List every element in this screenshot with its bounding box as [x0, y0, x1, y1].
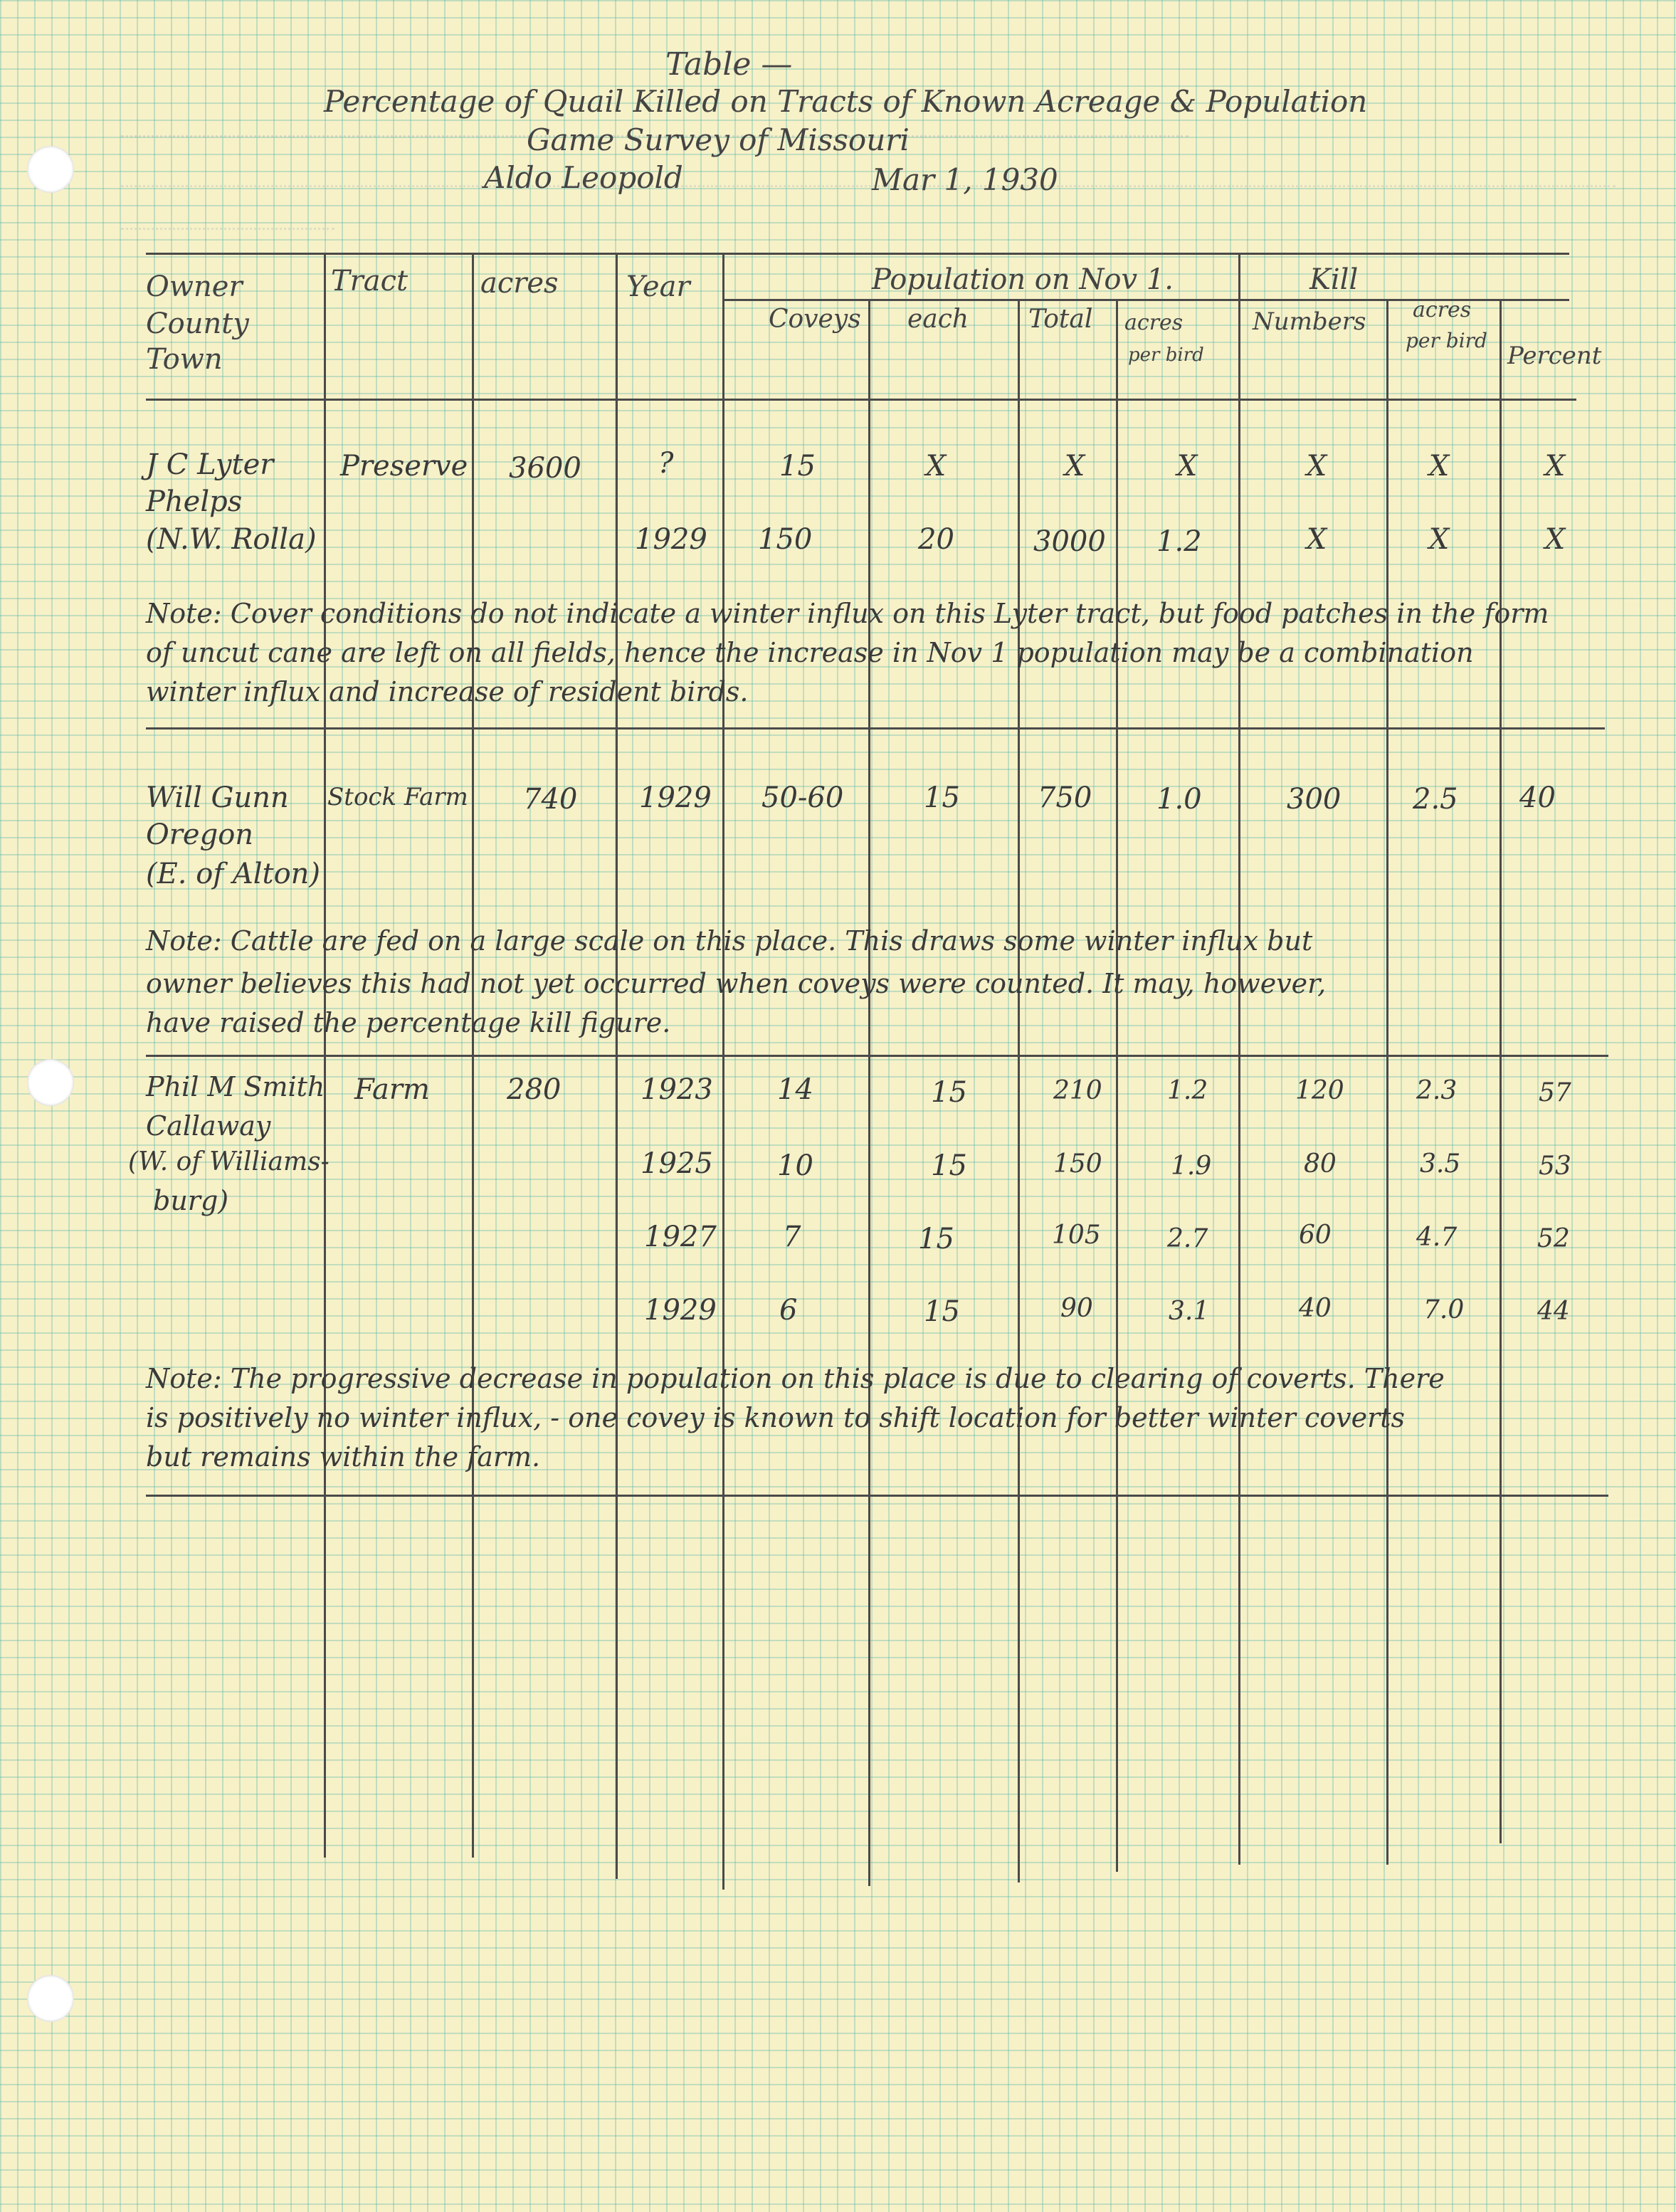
punch-hole-middle — [27, 1059, 74, 1106]
record-3-note-line-1: Note: The progressive decrease in population on this place is due to clearing of coverts. There — [146, 1363, 1445, 1394]
record-2-row-1-kill-acres: 2.5 — [1413, 783, 1458, 816]
record-3-row-1-year: 1923 — [641, 1073, 713, 1106]
record-1-row-2-coveys: 150 — [758, 523, 813, 556]
record-1-note-line-3: winter influx and increase of resident birds. — [146, 676, 749, 707]
record-1-row-1-kill-acres: X — [1428, 450, 1450, 483]
record-2-note-line-1: Note: Cattle are fed on a large scale on this place. This draws some winter influx but — [146, 925, 1313, 957]
bleed-through-line-2 — [121, 164, 1616, 187]
header-owner: Owner — [146, 270, 243, 303]
record-1-row-1-each: X — [925, 450, 947, 483]
record-3-row-3-acres-per-bird: 2.7 — [1167, 1224, 1208, 1253]
page-title: Percentage of Quail Killed on Tracts of Known Acreage & Population — [324, 84, 1368, 119]
record-1-row-2-each: 20 — [918, 523, 954, 556]
record-3-row-2-percent: 53 — [1539, 1152, 1571, 1181]
header-each: each — [907, 305, 969, 334]
record-1-note-line-1: Note: Cover conditions do not indicate a winter influx on this Lyter tract, but food patches in the form — [146, 598, 1549, 629]
header-total: Total — [1028, 305, 1093, 334]
record-2-note-line-2: owner believes this had not yet occurred when coveys were counted. It may, however, — [146, 968, 1327, 999]
record-3-row-1-percent: 57 — [1539, 1078, 1571, 1107]
record-3-town-1: (W. of Williams- — [128, 1147, 330, 1176]
record-3-row-4-kill-acres: 7.0 — [1423, 1295, 1465, 1324]
record-1-row-1-coveys: 15 — [779, 450, 816, 483]
punch-hole-top — [27, 146, 74, 193]
header-county: County — [146, 307, 249, 340]
document-date: Mar 1, 1930 — [872, 162, 1058, 197]
header-kill-acres-1: acres — [1413, 297, 1472, 322]
header-town: Town — [146, 343, 223, 376]
header-kill-group: Kill — [1309, 263, 1359, 296]
record-3-row-2-year: 1925 — [641, 1147, 713, 1180]
record-2-row-1-year: 1929 — [639, 781, 712, 814]
record-3-row-2-coveys: 10 — [777, 1149, 813, 1182]
record-3-row-3-numbers: 60 — [1299, 1221, 1332, 1250]
record-3-row-1-acres-per-bird: 1.2 — [1167, 1076, 1208, 1105]
col-divider-total — [1018, 299, 1020, 1882]
header-percent: Percent — [1507, 342, 1602, 370]
page-subtitle: Game Survey of Missouri — [527, 122, 910, 157]
header-acres-per-bird-1: acres — [1124, 310, 1184, 335]
record-2-row-1-percent: 40 — [1519, 781, 1556, 814]
record-3-town-2: burg) — [153, 1185, 229, 1216]
record-1-row-1-numbers: X — [1306, 450, 1327, 483]
record-2-tract: Stock Farm — [327, 783, 468, 811]
record-3-tract: Farm — [354, 1073, 430, 1106]
record-2-owner: Will Gunn — [146, 781, 289, 814]
record-2-row-1-each: 15 — [924, 781, 960, 814]
record-1-tract: Preserve — [340, 450, 468, 483]
col-divider-coveys — [722, 253, 724, 1890]
record-3-row-1-coveys: 14 — [777, 1073, 813, 1106]
record-3-owner: Phil M Smith — [146, 1071, 325, 1102]
record-3-row-1-each: 15 — [931, 1076, 967, 1109]
header-acres-per-bird-2: per bird — [1128, 344, 1204, 366]
header-population-group: Population on Nov 1. — [872, 263, 1174, 296]
record-3-row-2-kill-acres: 3.5 — [1420, 1149, 1461, 1179]
header-numbers: Numbers — [1253, 307, 1366, 336]
record-3-row-1-total: 210 — [1053, 1076, 1102, 1105]
header-tract: Tract — [331, 265, 409, 297]
record-3-row-4-each: 15 — [924, 1295, 960, 1328]
rule-after-record-3 — [146, 1495, 1608, 1497]
record-1-note-line-2: of uncut cane are left on all fields, hence the increase in Nov 1 population may be a combination — [146, 637, 1474, 668]
col-divider-kill-acres — [1386, 299, 1388, 1865]
record-1-row-2-year: 1929 — [635, 523, 707, 556]
record-3-note-line-3: but remains within the farm. — [146, 1441, 541, 1473]
col-divider-each — [868, 299, 870, 1886]
record-1-row-2-acres-per-bird: 1.2 — [1156, 525, 1202, 558]
record-3-row-2-total: 150 — [1053, 1149, 1102, 1179]
rule-after-record-2 — [146, 1055, 1608, 1057]
record-1-row-1-percent: X — [1544, 450, 1566, 483]
record-2-note-line-3: have raised the percentage kill figure. — [146, 1007, 671, 1038]
table-label: Table — — [665, 46, 793, 83]
record-1-row-2-numbers: X — [1306, 523, 1327, 556]
bleed-through-line-3 — [121, 206, 334, 230]
rule-table-top — [146, 253, 1569, 255]
record-2-acres: 740 — [523, 783, 578, 816]
record-3-row-4-coveys: 6 — [779, 1294, 798, 1327]
record-1-county: Phelps — [146, 485, 243, 518]
record-1-acres: 3600 — [509, 452, 581, 485]
record-1-owner: J C Lyter — [146, 448, 274, 481]
record-2-row-1-numbers: 300 — [1287, 783, 1342, 816]
record-3-row-2-numbers: 80 — [1304, 1149, 1337, 1179]
record-3-acres: 280 — [507, 1073, 562, 1106]
record-1-row-2-kill-acres: X — [1428, 523, 1450, 556]
record-3-row-3-each: 15 — [918, 1223, 954, 1255]
record-1-row-2-percent: X — [1544, 523, 1566, 556]
header-coveys: Coveys — [769, 305, 861, 334]
record-2-county: Oregon — [146, 818, 254, 851]
col-divider-acres — [472, 253, 474, 1858]
record-3-row-3-kill-acres: 4.7 — [1416, 1223, 1458, 1252]
record-3-row-4-acres-per-bird: 3.1 — [1169, 1297, 1210, 1326]
record-3-row-4-numbers: 40 — [1299, 1294, 1332, 1323]
record-3-row-2-each: 15 — [931, 1149, 967, 1182]
record-1-row-1-year: ? — [658, 447, 674, 480]
header-kill-acres-2: per bird — [1406, 329, 1487, 352]
record-3-row-3-coveys: 7 — [783, 1221, 801, 1253]
author-name: Aldo Leopold — [484, 160, 683, 195]
rule-header-bottom — [146, 399, 1576, 401]
record-2-row-1-acres-per-bird: 1.0 — [1156, 783, 1202, 816]
col-divider-kill — [1238, 253, 1240, 1865]
record-3-row-2-acres-per-bird: 1.9 — [1171, 1152, 1212, 1181]
record-1-town: (N.W. Rolla) — [146, 523, 317, 556]
record-1-row-1-acres-per-bird: X — [1176, 450, 1198, 483]
record-3-row-3-total: 105 — [1052, 1221, 1101, 1250]
header-acres: acres — [480, 267, 559, 300]
punch-hole-bottom — [27, 1975, 74, 2022]
record-3-row-3-year: 1927 — [644, 1221, 717, 1253]
col-divider-year — [616, 253, 618, 1879]
record-3-row-4-total: 90 — [1060, 1294, 1093, 1323]
col-divider-tract — [324, 253, 326, 1858]
record-1-row-2-total: 3000 — [1033, 525, 1106, 558]
header-year: Year — [626, 270, 690, 303]
record-3-row-1-numbers: 120 — [1295, 1076, 1344, 1105]
col-divider-percent — [1500, 299, 1502, 1843]
record-2-town: (E. of Alton) — [146, 858, 321, 890]
record-3-county: Callaway — [146, 1110, 271, 1142]
record-2-row-1-total: 750 — [1038, 781, 1092, 814]
record-3-row-4-percent: 44 — [1537, 1297, 1570, 1326]
record-2-row-1-coveys: 50-60 — [761, 781, 844, 814]
col-divider-acres-per-bird — [1116, 299, 1118, 1872]
record-3-row-1-kill-acres: 2.3 — [1416, 1076, 1458, 1105]
record-3-row-3-percent: 52 — [1537, 1224, 1570, 1253]
record-1-row-1-total: X — [1064, 450, 1085, 483]
record-3-row-4-year: 1929 — [644, 1294, 717, 1327]
record-3-note-line-2: is positively no winter influx, - one covey is known to shift location for better winter coverts — [146, 1402, 1406, 1433]
